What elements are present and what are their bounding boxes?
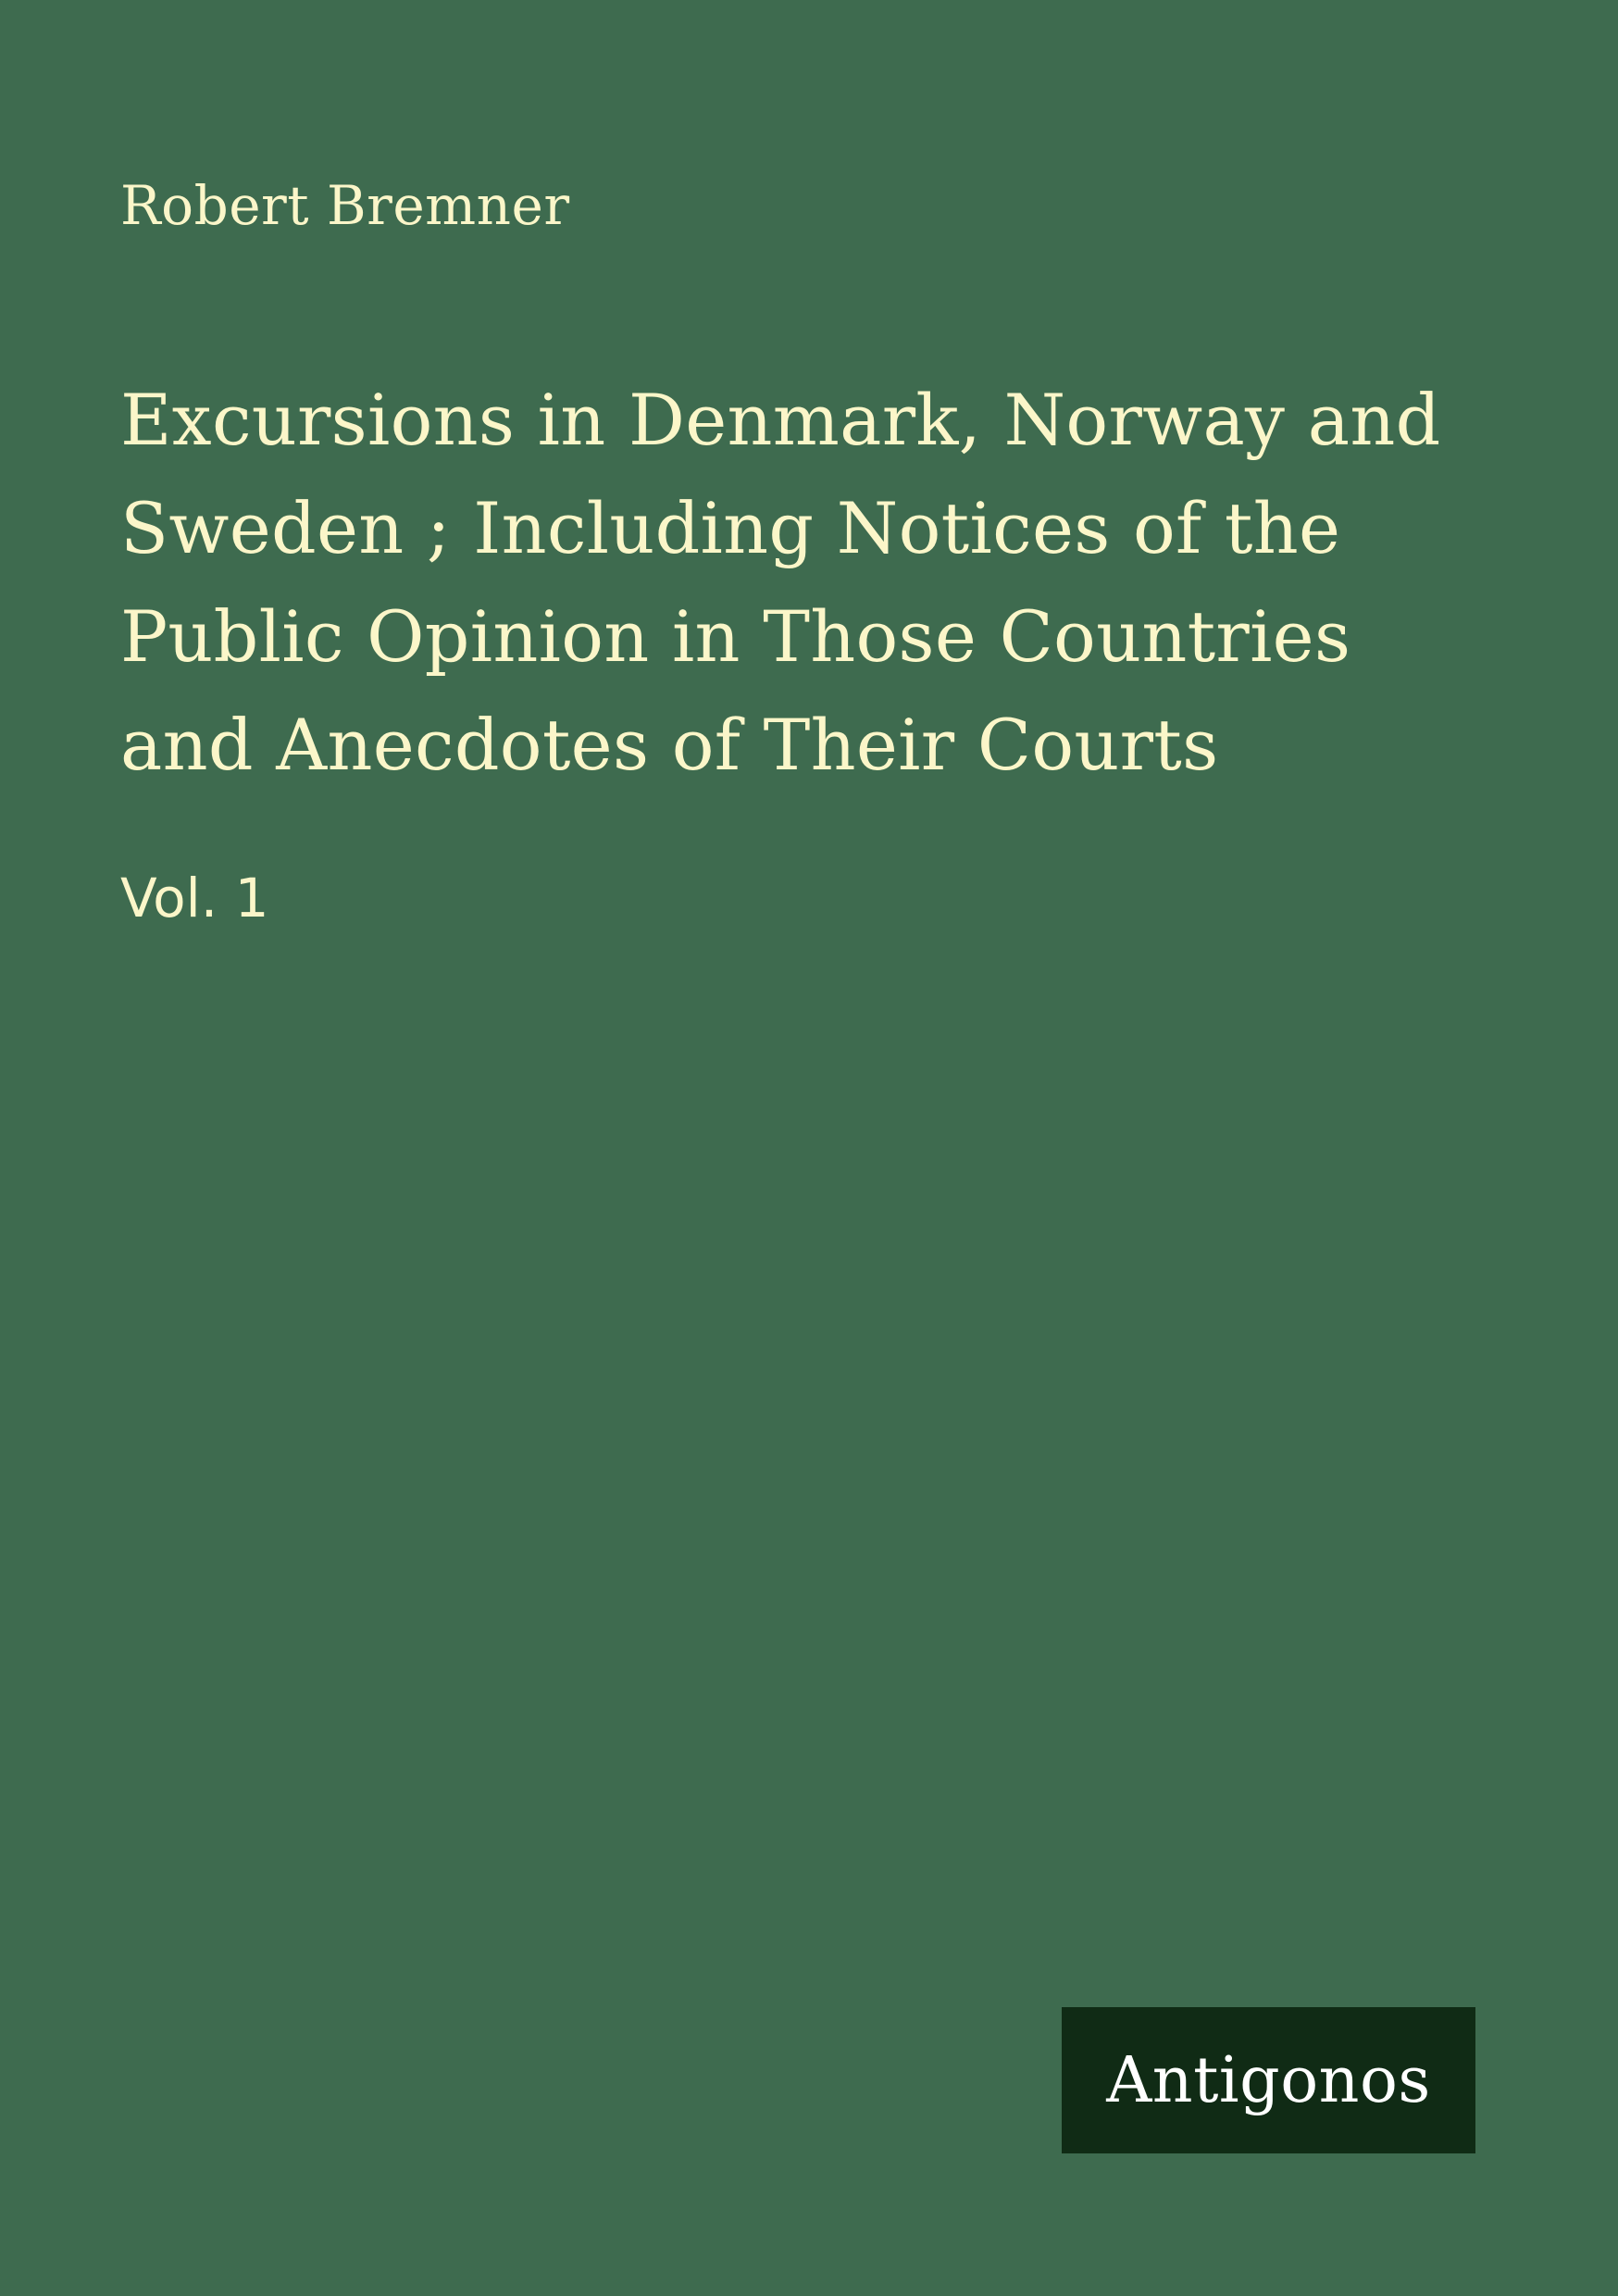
book-title-line-1: Excursions in Denmark, Norway and [120,379,1441,461]
book-title-line-3: Public Opinion in Those Countries [120,595,1351,678]
book-title [120,366,1527,799]
book-title-line-2: Sweden ; Including Notices of the [120,487,1341,569]
publisher-logo-box [1062,2007,1475,2153]
volume-label: Vol. 1 [120,867,269,930]
publisher-name: Antigonos [1106,2043,1431,2117]
book-title-line-4: and Anecdotes of Their Courts [120,704,1219,786]
author-name: Robert Bremner [120,174,570,237]
